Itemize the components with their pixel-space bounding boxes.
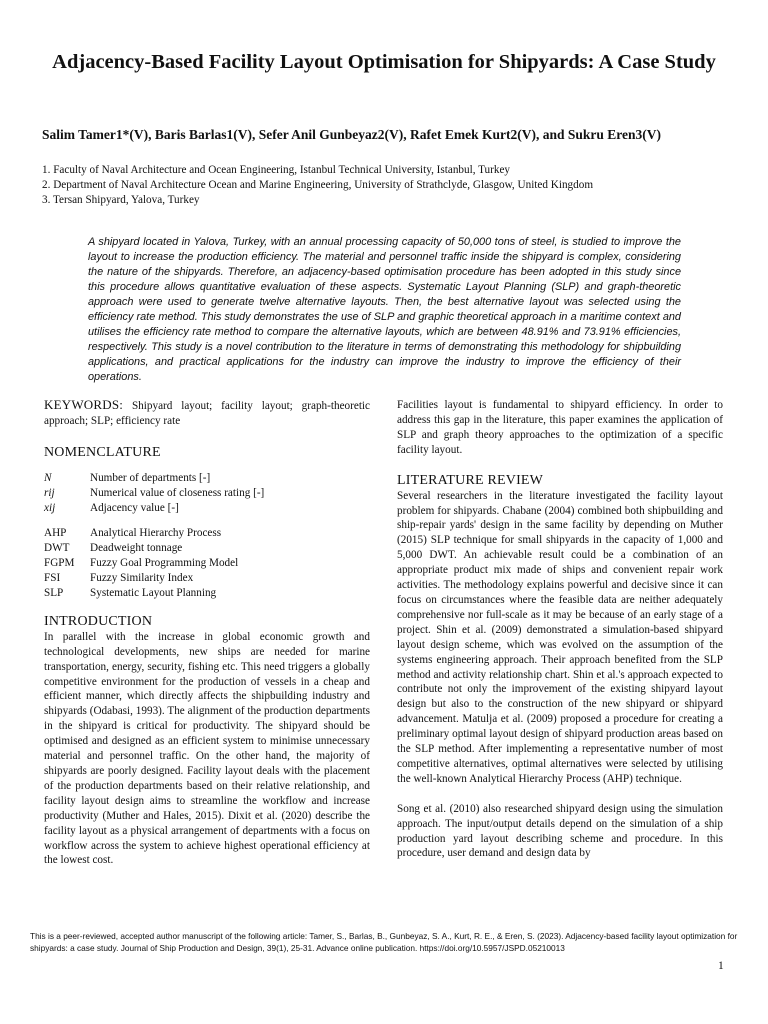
symbol: N: [44, 471, 52, 484]
abbreviation: FGPM: [44, 556, 75, 569]
affiliation-3: 3. Tersan Shipyard, Yalova, Turkey: [42, 194, 200, 206]
affiliations: [42, 163, 732, 208]
introduction-continuation: Facilities layout is fundamental to shipyard efficiency. In order to address this gap in the literature, this paper examines the application of SLP and graph theory approaches to the optimization of a specific facility layout.: [397, 399, 723, 456]
abbreviation-desc: Deadweight tonnage: [90, 541, 183, 554]
abbreviation-desc: Fuzzy Similarity Index: [90, 571, 194, 584]
nomenclature-abbreviations: [44, 526, 238, 601]
nomenclature-row: [44, 501, 264, 516]
page-number: 1: [718, 960, 724, 972]
literature-paragraph-1: Several researchers in the literature investigated the facility layout problem for shipyards. Chabane (2004) combined both shipbuilding and ship-repair yards' design in the same facility by depending on Muther (2015) SLP technique for small shipyards in the capacity of 1,000 and 5,000 DWT. An achievable result could be a combination of an appropriate product mix made of ships and convenient repair work activities. The methodology explains powerful and decisive since it can focus on circumstances where the feasible data are neither adequately comprehensive nor full-scale as it may be because of an early stage of a project. Shin et al. (2009) demonstrated a simulation-based shipyard layout design scheme, which was evolved on the assumption of the systems engineering approach. Their approach benefited from the SLP method and activity relationship chart. Shin et al.'s approach expected to contribute not only the improvement of the existing shipyard layout design but also to the construction of the new shipyard or shipyard advancement. Matulja et al. (2009) proposed a procedure for creating a preliminary optimal layout design of shipyard production areas based on the SLP method. After implementing a representative number of most competitive alternatives, optimal alternatives were selected by utilising the well-known Analytical Hierarchy Process (AHP) technique.: [397, 489, 723, 785]
keywords-label: KEYWORDS:: [44, 397, 124, 412]
abbreviation-desc: Systematic Layout Planning: [90, 586, 217, 599]
symbol-desc: Adjacency value [-]: [90, 501, 179, 514]
right-column: [397, 398, 723, 861]
nomenclature-symbols: [44, 471, 264, 516]
left-column: [44, 398, 370, 868]
abbreviation-desc: Fuzzy Goal Programming Model: [90, 556, 239, 569]
nomenclature-heading: NOMENCLATURE: [44, 444, 161, 460]
abbreviation-desc: Analytical Hierarchy Process: [90, 526, 222, 539]
abbreviation: FSI: [44, 571, 61, 584]
introduction-text: In parallel with the increase in global economic growth and technological developments, new ships are needed for marine transportation, energy, security, fishing etc. This need triggers a globally competitive environment for the production of vessels in a cheap and efficient manner, which directly affects the shipbuilding industry and shipyards (Odabasi, 1993). The alignment of the production departments in the shipyard is critical for productivity. The shipyard should be optimised and designed as an efficient system to minimise unnecessary material and personnel traffic. On the other hand, the majority of shipyards are poorly designed. Facility layout deals with the placement of the production departments based on their relative relationship, and facility layout design aims to streamline the workflow and increase productivity (Muther and Hales, 2015). Dixit et al. (2020) describe the facility layout as a physical arrangement of departments with a focus on workflow across the system to achieve highest operational efficiency at the lowest cost.: [44, 630, 370, 867]
abbreviation: AHP: [44, 526, 67, 539]
symbol-desc: Numerical value of closeness rating [-]: [90, 486, 265, 499]
author-list: [42, 126, 732, 143]
citation-footnote: This is a peer-reviewed, accepted author manuscript of the following article: Tamer, S., Barlas, B., Gunbeyaz, S. A., Kurt, R. E., & Eren, S. (2023). Adjacency-based facility layout optimization for shipyards: a case study. Journal of Ship Production and Design, 39(1), 25-31. Advance online publication. https://doi.org/10.5957/JSPD.05210013: [30, 931, 738, 953]
literature-paragraph-2: Song et al. (2010) also researched shipyard design using the simulation approach. The input/output details depend on the simulation of a ship production yard layout describing scheme and procedure. In this procedure, user demand and design data by: [397, 802, 723, 860]
symbol-desc: Number of departments [-]: [90, 471, 211, 484]
abbreviation-row: [44, 586, 238, 601]
affiliation-1: 1. Faculty of Naval Architecture and Ocean Engineering, Istanbul Technical University, Istanbul, Turkey: [42, 164, 511, 176]
literature-heading: LITERATURE REVIEW: [397, 472, 544, 488]
symbol: xij: [44, 501, 56, 514]
keywords-text: Shipyard layout; facility layout; graph-theoretic approach; SLP; efficiency rate: [44, 400, 370, 427]
nomenclature-row: [44, 486, 264, 501]
paper-title: Adjacency-Based Facility Layout Optimisation for Shipyards: A Case Study: [52, 51, 716, 73]
abbreviation: SLP: [44, 586, 64, 599]
symbol: rij: [44, 486, 55, 499]
affiliation-2: 2. Department of Naval Architecture Ocean and Marine Engineering, University of Strathclyde, Glasgow, United Kingdom: [42, 179, 594, 191]
abbreviation-row: [44, 526, 238, 541]
abbreviation-row: [44, 541, 238, 556]
abbreviation-row: [44, 571, 238, 586]
abstract: A shipyard located in Yalova, Turkey, with an annual processing capacity of 50,000 tons of steel, is studied to improve the layout to increase the production efficiency. The material and personnel traffic inside the shipyard is complex, considering the nature of the shipyards. Therefore, an adjacency-based optimisation procedure has been adopted in this study since this procedure allows quantitative evaluation of these aspects. Systematic Layout Planning (SLP) and graph-theoretic approach were used to generate twelve alternative layouts. Then, the best alternative layout was selected using the efficiency rate method. This study demonstrates the use of SLP and graphic theoretical approach in a maritime context and utilises the efficiency rate method to compare the alternative layouts, which are between 48.91% and 73.91% efficiencies, respectively. This study is a novel contribution to the literature in terms of demonstrating this methodology for shipbuilding applications, and practical applications for the industry can improve the industry to improve the efficiency of their operations.: [88, 236, 681, 383]
abbreviation: DWT: [44, 541, 70, 554]
introduction-heading: INTRODUCTION: [44, 613, 153, 629]
keywords-block: [44, 398, 370, 429]
abbreviation-row: [44, 556, 238, 571]
nomenclature-row: [44, 471, 264, 486]
authors-text: Salim Tamer1*(V), Baris Barlas1(V), Sefer Anil Gunbeyaz2(V), Rafet Emek Kurt2(V), and Sukru Eren3(V): [42, 127, 661, 142]
